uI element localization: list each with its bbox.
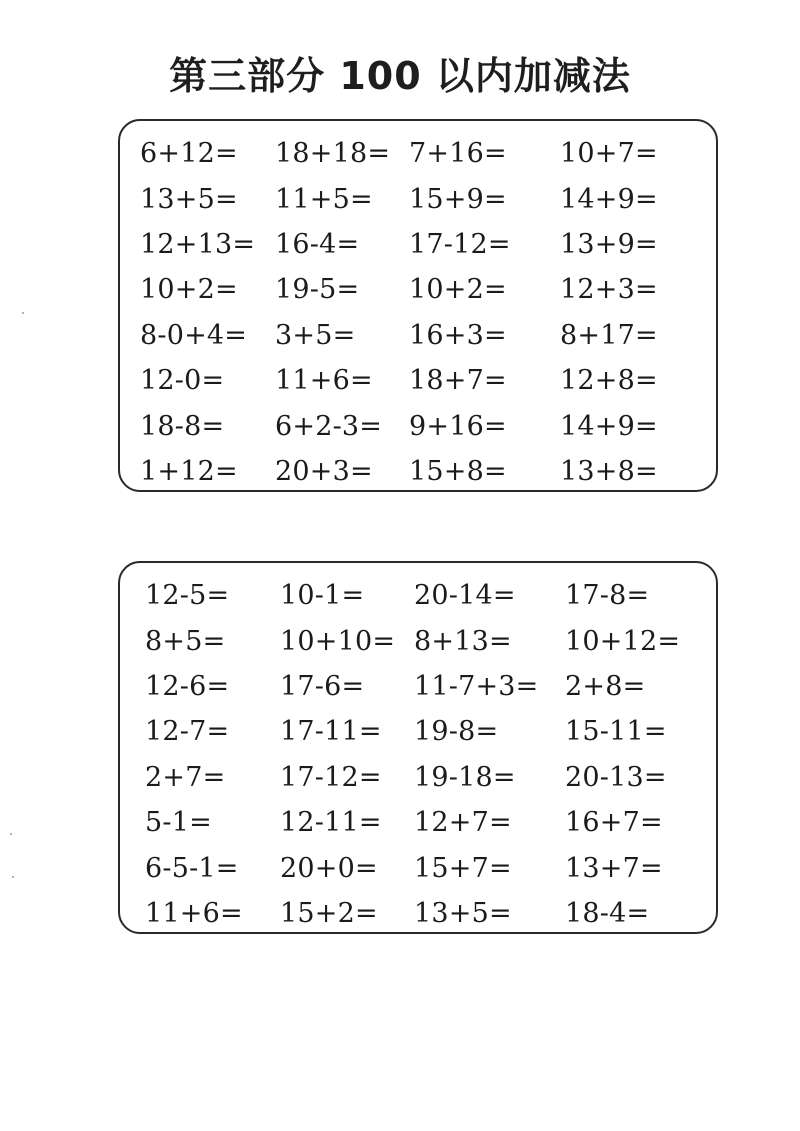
exercise-problem: 14+9=	[560, 183, 658, 215]
exercise-problem: 17-11=	[280, 716, 382, 748]
exercise-problem: 8+17=	[560, 319, 658, 351]
exercise-problem: 12+7=	[414, 807, 512, 839]
exercise-problem: 15+9=	[409, 183, 507, 215]
page-title: 第三部分 100 以内加减法	[169, 54, 631, 98]
exercise-problem: 12-6=	[145, 670, 230, 702]
exercise-grid-1	[140, 131, 706, 494]
exercise-problem: 8+5=	[145, 625, 226, 657]
exercise-problem: 10-1=	[280, 580, 365, 612]
exercise-problem: 10+10=	[280, 625, 396, 657]
exercise-problem: 19-18=	[414, 761, 516, 793]
exercise-problem: 17-6=	[280, 670, 365, 702]
exercise-problem: 20-13=	[565, 761, 667, 793]
exercise-problem: 12+8=	[560, 365, 658, 397]
exercise-problem: 10+2=	[409, 274, 507, 306]
exercise-problem: 18-8=	[140, 410, 225, 442]
exercise-problem: 10+7=	[560, 138, 658, 170]
scan-speck	[10, 833, 12, 835]
exercise-problem: 8+13=	[414, 625, 512, 657]
exercise-problem: 13+8=	[560, 455, 658, 487]
scan-speck	[22, 312, 24, 314]
exercise-problem: 19-5=	[275, 274, 360, 306]
exercise-problem: 17-12=	[409, 228, 511, 260]
exercise-problem: 2+7=	[145, 761, 226, 793]
exercise-problem: 1+12=	[140, 455, 238, 487]
exercise-problem: 13+9=	[560, 228, 658, 260]
exercise-problem: 17-8=	[565, 580, 650, 612]
exercise-problem: 20-14=	[414, 580, 516, 612]
exercise-problem: 12-7=	[145, 716, 230, 748]
exercise-problem: 11+5=	[275, 183, 373, 215]
exercise-problem: 3+5=	[275, 319, 356, 351]
exercise-problem: 12-0=	[140, 365, 225, 397]
exercise-problem: 7+16=	[409, 138, 507, 170]
exercise-problem: 15+8=	[409, 455, 507, 487]
exercise-problem: 15+2=	[280, 897, 378, 929]
exercise-problem: 20+0=	[280, 852, 378, 884]
exercise-problem: 12-11=	[280, 807, 382, 839]
exercise-problem: 13+7=	[565, 852, 663, 884]
exercise-problem: 6+12=	[140, 138, 238, 170]
exercise-problem: 15+7=	[414, 852, 512, 884]
exercise-problem: 15-11=	[565, 716, 667, 748]
exercise-problem: 8-0+4=	[140, 319, 248, 351]
exercise-problem: 10+12=	[565, 625, 681, 657]
exercise-problem: 12+3=	[560, 274, 658, 306]
exercise-problem: 17-12=	[280, 761, 382, 793]
exercise-problem: 20+3=	[275, 455, 373, 487]
exercise-problem: 18+18=	[275, 138, 391, 170]
exercise-problem: 16+3=	[409, 319, 507, 351]
exercise-problem: 5-1=	[145, 807, 212, 839]
exercise-problem: 16+7=	[565, 807, 663, 839]
exercise-problem: 13+5=	[140, 183, 238, 215]
exercise-problem: 11-7+3=	[414, 670, 539, 702]
exercise-problem: 2+8=	[565, 670, 646, 702]
scan-speck	[12, 876, 14, 878]
exercise-problem: 18+7=	[409, 365, 507, 397]
exercise-problem: 12+13=	[140, 228, 256, 260]
exercise-grid-2	[145, 573, 706, 936]
exercise-problem: 11+6=	[145, 897, 243, 929]
exercise-box-1	[118, 119, 718, 492]
exercise-problem: 19-8=	[414, 716, 499, 748]
exercise-problem: 18-4=	[565, 897, 650, 929]
exercise-problem: 11+6=	[275, 365, 373, 397]
exercise-problem: 9+16=	[409, 410, 507, 442]
exercise-problem: 14+9=	[560, 410, 658, 442]
exercise-problem: 12-5=	[145, 580, 230, 612]
exercise-problem: 6+2-3=	[275, 410, 383, 442]
exercise-problem: 6-5-1=	[145, 852, 239, 884]
exercise-problem: 13+5=	[414, 897, 512, 929]
exercise-box-2	[118, 561, 718, 934]
exercise-problem: 10+2=	[140, 274, 238, 306]
exercise-problem: 16-4=	[275, 228, 360, 260]
